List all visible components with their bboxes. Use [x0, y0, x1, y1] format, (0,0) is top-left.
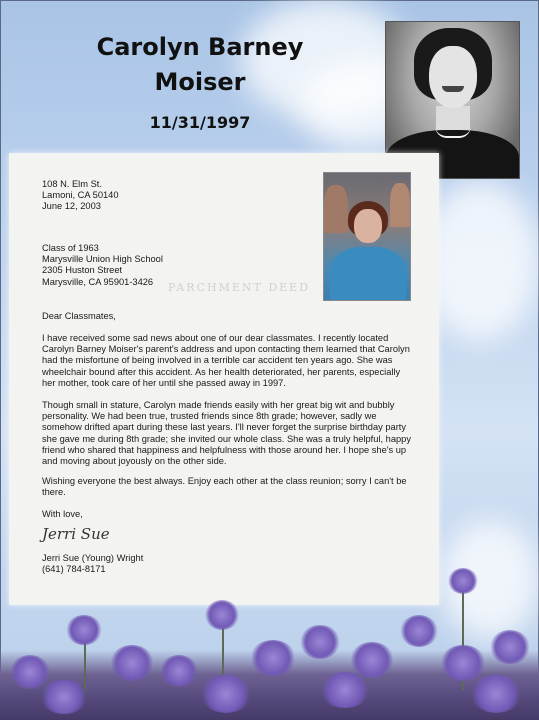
sender-city: Lamoni, CA 50140: [42, 190, 119, 201]
inset-photo: [323, 172, 411, 301]
closing: With love,: [42, 509, 83, 519]
recipient-line: Marysville Union High School: [42, 254, 163, 265]
flower: [40, 680, 88, 714]
inset-person: [390, 183, 410, 227]
title-date: 11/31/1997: [149, 113, 251, 132]
paper-watermark: [159, 281, 319, 294]
flower-field: [0, 560, 539, 720]
flower: [400, 615, 438, 647]
title-name-line2: Moiser: [154, 68, 246, 96]
recipient-address: [42, 243, 163, 288]
flower: [66, 615, 102, 645]
flower: [250, 640, 296, 676]
paragraph-2: Though small in stature, Carolyn made friends easily with her great big wit and bubbly personality. We had been true, trusted friends since 8th grade; however, sadly we somehow drifted apart during these last years. I'll never forget the surprise birthday party she gave me during 8th grade; she invited our whole class. She was a truly helpful, happy friend who shared that happiness and helpfulness with those around her. I hope she's up and moving about joyously on the other side.: [42, 400, 411, 467]
flower: [350, 642, 394, 678]
portrait-face: [429, 46, 477, 108]
flower: [320, 672, 370, 708]
recipient-line: Class of 1963: [42, 243, 99, 253]
flower: [470, 675, 522, 713]
flower: [300, 625, 340, 659]
inset-person: [324, 185, 348, 233]
signer-name: Jerri Sue (Young) Wright: [42, 553, 144, 563]
title-name-line1: Carolyn Barney: [96, 33, 304, 61]
sender-address: [42, 179, 119, 213]
paragraph-1: I have received some sad news about one of our dear classmates. I recently located Carolyn Barney Moiser's parent's address and upon contacting them learned that Carolyn had the misfortune of being involved in a terrible car accident ten years ago. She was wheelchair bound after this accident. As her health deteriorated, her parents, especially her mother, took care of her until she passed away in 1997.: [42, 333, 410, 388]
flower: [200, 675, 252, 713]
recipient-line: 2305 Huston Street: [42, 265, 123, 276]
signer-phone: (641) 784-8171: [42, 564, 106, 575]
flower: [448, 568, 478, 594]
flower: [490, 630, 530, 664]
letter-date: June 12, 2003: [42, 201, 101, 212]
flower: [110, 645, 154, 681]
handwritten-signature: Jerri Sue: [42, 525, 110, 543]
flower: [10, 655, 50, 689]
sender-street: 108 N. Elm St.: [42, 179, 102, 189]
paragraph-3: Wishing everyone the best always. Enjoy each other at the class reunion; sorry I can't be there.: [42, 476, 407, 498]
portrait-smile: [442, 86, 464, 92]
flower: [440, 645, 486, 681]
watermark-line2: PARCHMENT DEED: [167, 281, 311, 294]
inset-face: [354, 209, 382, 243]
flower: [160, 655, 198, 687]
inset-body: [330, 247, 406, 301]
flower: [205, 600, 239, 630]
recipient-line: Marysville, CA 95901-3426: [42, 276, 154, 287]
greeting: Dear Classmates,: [42, 311, 116, 321]
